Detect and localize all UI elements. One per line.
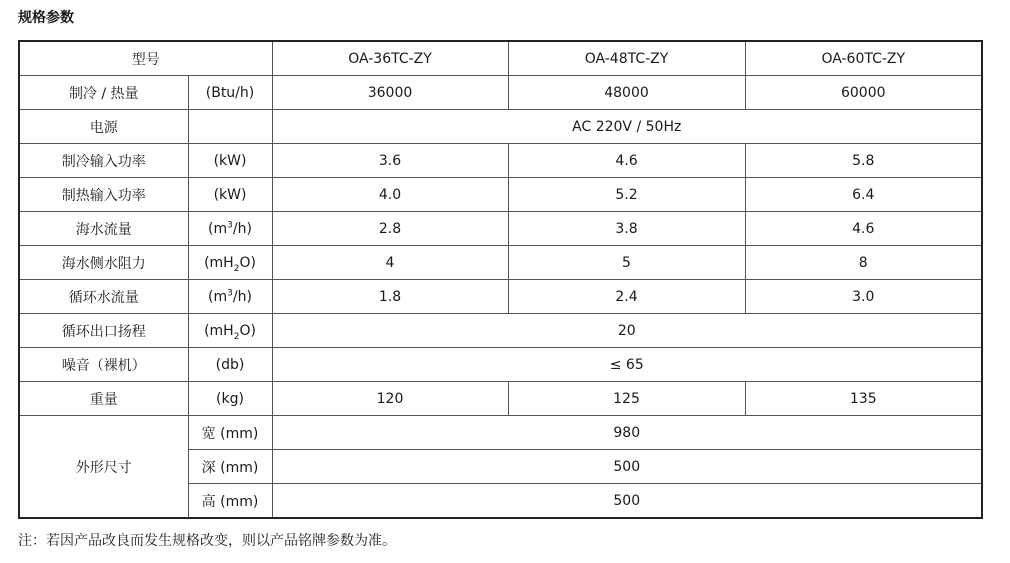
- cell-value: 500: [272, 484, 982, 519]
- row-unit: [188, 246, 272, 280]
- cell-value: 4: [272, 246, 508, 280]
- cell-value: 135: [745, 382, 982, 416]
- table-row-heat-input: [19, 178, 982, 212]
- cell-value: 4.6: [508, 144, 745, 178]
- cell-value: 5: [508, 246, 745, 280]
- cell-value: 4.0: [272, 178, 508, 212]
- cell-value: 2.8: [272, 212, 508, 246]
- row-unit: [188, 314, 272, 348]
- cell-value: 3.8: [508, 212, 745, 246]
- row-unit: (kg): [188, 382, 272, 416]
- table-row-dim-width: [19, 416, 982, 450]
- table-row-model: [19, 41, 982, 76]
- cell-value: 4.6: [745, 212, 982, 246]
- model-header-label: 型号: [19, 41, 272, 76]
- cell-value: 500: [272, 450, 982, 484]
- row-unit: (kW): [188, 144, 272, 178]
- unit-text: (m: [208, 288, 228, 305]
- cell-value: 36000: [272, 76, 508, 110]
- footnote: 注：若因产品改良而发生规格改变，则以产品铭牌参数为准。: [18, 533, 396, 549]
- row-label: 制冷输入功率: [19, 144, 188, 178]
- table-row-power-supply: [19, 110, 982, 144]
- row-label: 海水侧水阻力: [19, 246, 188, 280]
- row-label: 海水流量: [19, 212, 188, 246]
- unit-text: O): [239, 254, 256, 271]
- model-name-1: OA-36TC-ZY: [272, 41, 508, 76]
- cell-value: 125: [508, 382, 745, 416]
- unit-text: /h): [232, 220, 252, 237]
- row-label-dimensions: 外形尺寸: [19, 416, 188, 519]
- cell-value: 5.8: [745, 144, 982, 178]
- cell-value: AC 220V / 50Hz: [272, 110, 982, 144]
- section-title: 规格参数: [18, 10, 74, 26]
- row-unit: 宽 (mm): [188, 416, 272, 450]
- row-label: 电源: [19, 110, 188, 144]
- table-row-capacity: [19, 76, 982, 110]
- row-unit: 深 (mm): [188, 450, 272, 484]
- row-label: 循环水流量: [19, 280, 188, 314]
- table-row-seawater-flow: [19, 212, 982, 246]
- row-label: 重量: [19, 382, 188, 416]
- cell-value: 20: [272, 314, 982, 348]
- cell-value: 2.4: [508, 280, 745, 314]
- unit-text: O): [239, 322, 256, 339]
- cell-value: ≤ 65: [272, 348, 982, 382]
- row-label: 循环出口扬程: [19, 314, 188, 348]
- cell-value: 3.6: [272, 144, 508, 178]
- cell-value: 1.8: [272, 280, 508, 314]
- row-label: 制热输入功率: [19, 178, 188, 212]
- table-row-weight: [19, 382, 982, 416]
- row-unit: [188, 212, 272, 246]
- spec-table: [18, 40, 983, 519]
- cell-value: 120: [272, 382, 508, 416]
- unit-text: (mH: [204, 254, 234, 271]
- row-label: 制冷 / 热量: [19, 76, 188, 110]
- table-row-noise: [19, 348, 982, 382]
- cell-value: 8: [745, 246, 982, 280]
- row-unit: (kW): [188, 178, 272, 212]
- row-unit: [188, 110, 272, 144]
- unit-text: /h): [232, 288, 252, 305]
- unit-text: (mH: [204, 322, 234, 339]
- cell-value: 3.0: [745, 280, 982, 314]
- table-row-cool-input: [19, 144, 982, 178]
- cell-value: 980: [272, 416, 982, 450]
- row-unit: (Btu/h): [188, 76, 272, 110]
- table-row-circ-head: [19, 314, 982, 348]
- table-row-circ-flow: [19, 280, 982, 314]
- cell-value: 6.4: [745, 178, 982, 212]
- row-unit: 高 (mm): [188, 484, 272, 519]
- unit-superscript: 3: [227, 219, 233, 230]
- unit-text: (m: [208, 220, 228, 237]
- cell-value: 5.2: [508, 178, 745, 212]
- row-unit: [188, 280, 272, 314]
- model-name-2: OA-48TC-ZY: [508, 41, 745, 76]
- unit-subscript: 2: [233, 263, 240, 274]
- model-name-3: OA-60TC-ZY: [745, 41, 982, 76]
- row-label: 噪音（裸机）: [19, 348, 188, 382]
- row-unit: (db): [188, 348, 272, 382]
- table-row-seawater-resistance: [19, 246, 982, 280]
- cell-value: 48000: [508, 76, 745, 110]
- unit-superscript: 3: [227, 287, 233, 298]
- unit-subscript: 2: [233, 331, 240, 342]
- cell-value: 60000: [745, 76, 982, 110]
